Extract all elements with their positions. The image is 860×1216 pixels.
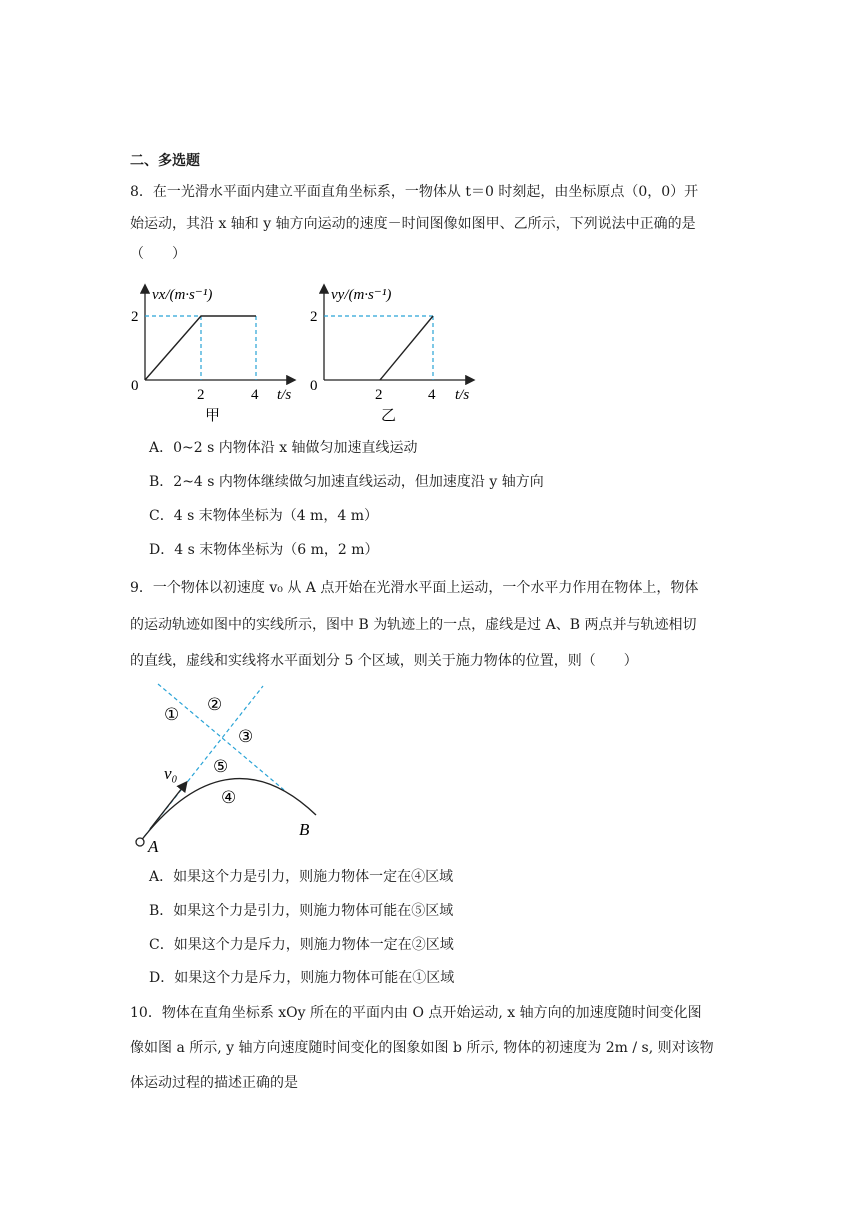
- q8-text-line-3: （ ）: [130, 246, 186, 262]
- q9-option-d: D．如果这个力是斥力，则施力物体可能在①区域: [149, 970, 455, 986]
- q9-text-line-2: 的运动轨迹如图中的实线所示，图中 B 为轨迹上的一点，虚线是过 A、B 两点并与轨迹相切: [130, 617, 697, 633]
- jia-tick-2: 2: [131, 309, 139, 325]
- q9-trajectory-figure: [128, 680, 338, 858]
- q9-text-line-1: 9．一个物体以初速度 v₀ 从 A 点开始在光滑水平面上运动，一个水平力作用在物体上，物体: [130, 580, 699, 596]
- q10-text-line-2: 像如图 a 所示, y 轴方向速度随时间变化的图象如图 b 所示, 物体的初速度为 2m / s, 则对该物: [130, 1040, 714, 1056]
- jia-origin: 0: [131, 378, 139, 394]
- point-a-marker: [136, 838, 144, 846]
- q9-option-a: A．如果这个力是引力，则施力物体一定在④区域: [149, 869, 454, 885]
- region-2-label: ②: [207, 695, 223, 714]
- q8-text-line-2: 始运动，其沿 x 轴和 y 轴方向运动的速度－时间图像如图甲、乙所示，下列说法中正确的是: [130, 216, 696, 232]
- point-a-label: A: [148, 837, 159, 856]
- jia-ylabel: vx/(m·s⁻¹): [152, 287, 213, 303]
- jia-tick-x2: 2: [197, 387, 205, 403]
- yi-tick-x4: 4: [428, 387, 436, 403]
- region-5-label: ⑤: [213, 757, 229, 776]
- jia-caption: 甲: [205, 408, 221, 424]
- point-b-label: B: [299, 820, 310, 839]
- jia-tick-x4: 4: [251, 387, 259, 403]
- q9-option-b: B．如果这个力是引力，则施力物体可能在⑤区域: [149, 903, 454, 919]
- region-4-label: ④: [221, 788, 237, 807]
- q10-text-line-1: 10．物体在直角坐标系 xOy 所在的平面内由 O 点开始运动, x 轴方向的加速度随时间变化图: [130, 1005, 702, 1021]
- jia-xlabel: t/s: [277, 387, 292, 403]
- yi-caption: 乙: [381, 408, 397, 424]
- q8-option-d: D．4 s 末物体坐标为（6 m，2 m）: [149, 542, 379, 558]
- v0-label: v₀: [164, 764, 178, 783]
- yi-xlabel: t/s: [455, 387, 470, 403]
- q8-option-c: C．4 s 末物体坐标为（4 m，4 m）: [149, 508, 378, 524]
- q9-text-line-3: 的直线，虚线和实线将水平面划分 5 个区域，则关于施力物体的位置，则（ ）: [130, 653, 638, 669]
- v0-arrow: [150, 783, 186, 829]
- yi-tick-2: 2: [310, 309, 318, 325]
- q10-text-line-3: 体运动过程的描述正确的是: [130, 1075, 298, 1091]
- graph-yi: [305, 278, 485, 428]
- yi-origin: 0: [310, 378, 318, 394]
- q8-text-line-1: 8．在一光滑水平面内建立平面直角坐标系，一物体从 t＝0 时刻起，由坐标原点（0，0）开: [130, 184, 699, 200]
- q8-option-a: A．0~2 s 内物体沿 x 轴做匀加速直线运动: [149, 440, 418, 456]
- q8-option-b: B．2~4 s 内物体继续做匀加速直线运动，但加速度沿 y 轴方向: [149, 474, 544, 490]
- graph-jia: [126, 278, 306, 428]
- section-heading: 二、多选题: [130, 153, 200, 169]
- region-1-label: ①: [164, 705, 180, 724]
- yi-tick-x2: 2: [375, 387, 383, 403]
- region-3-label: ③: [238, 727, 254, 746]
- yi-ylabel: vy/(m·s⁻¹): [331, 287, 392, 303]
- q9-option-c: C．如果这个力是斥力，则施力物体一定在②区域: [149, 937, 454, 953]
- yi-vy-line: [380, 316, 433, 380]
